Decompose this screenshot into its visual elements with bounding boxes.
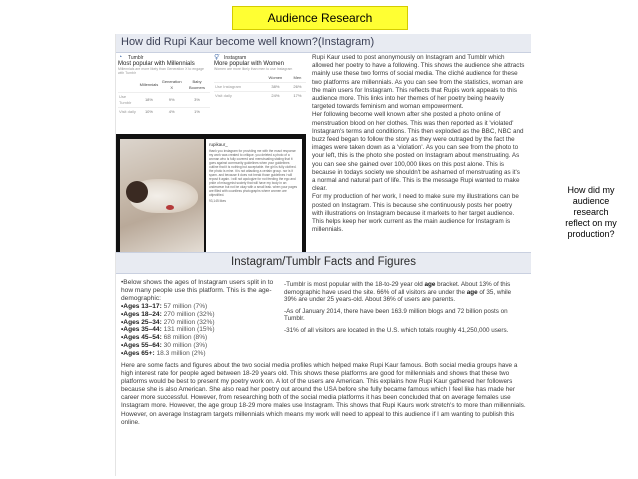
row-label: Use Tumblr (118, 93, 139, 108)
row-label: Use Instagram (214, 83, 262, 92)
stats-instagram (214, 54, 306, 100)
stats-instagram-prefix: Instagram (224, 55, 247, 61)
cell: 38% (262, 83, 289, 92)
stats-instagram-heading: More popular with Women (214, 61, 284, 67)
table-row (214, 92, 306, 101)
analysis-paragraph-2: Her following become well known after she posted a photo online of menstruation blood on her clothes. This was then reported as it 'violated' Instagram's terms and conditions. This then exploded as the BBC, NBC and buzz feed began to follow the story as they were outraged by the fact the images were taken down as a 'violation'. As you can see from the photo to your left, this is the photo she posted on Instagram about menstruating. As you can see she gained over 100,000 likes on this post alone. This is because in todays society we shouldn't be ashamed of menstruating as it's a normal and natural part of life. This is the message Rupi wanted to make clear. (312, 111, 524, 193)
gender-icon: ⚥ (214, 54, 221, 61)
list-item: •Ages 13–17: 57 million (7%) (121, 302, 208, 310)
cell: 24% (262, 92, 289, 101)
question-title: How did Rupi Kaur become well known?(Instagram) (121, 36, 375, 48)
stats-tumblr (118, 54, 210, 116)
cell: 10% (139, 108, 160, 117)
question-band (116, 34, 531, 53)
post-photo (120, 139, 204, 257)
post-likes: 93,145 likes (209, 199, 227, 203)
col-header: Men (293, 75, 302, 80)
figure-hair (126, 181, 148, 203)
analysis-paragraph-3: For my production of her work, I need to make sure my illustrations can be posted on Instagram. This is because she continuously posts her poetry with illustrations on Instagram because it markets to her target audience. This helps keep her work current as the main audience for Instagram is millennials. (312, 193, 519, 234)
post-username: rupikaur_ (209, 142, 228, 147)
stain-mark (166, 205, 174, 210)
stats-instagram-table (214, 74, 306, 100)
pie-chart-icon: ◔ (118, 54, 123, 61)
cell: 17% (289, 92, 306, 101)
cell: 18% (139, 93, 160, 108)
post-caption-panel (206, 139, 302, 257)
list-item: •Ages 25–34: 270 million (32%) (121, 318, 215, 326)
age-list (121, 303, 281, 358)
ages-intro: •Below shows the ages of Instagram users split in to how many people use this platform. This is the age-demographic: (121, 279, 274, 302)
col-header: Millennials (139, 82, 159, 87)
table-row (118, 108, 210, 117)
analysis-text (312, 54, 525, 234)
list-item: •Ages 45–54: 68 million (8%) (121, 334, 208, 342)
side-question: How did my audience research reflect on my production? (565, 185, 617, 239)
list-item: •Ages 55–64: 30 million (3%) (121, 342, 208, 350)
col-header: Baby Boomers (189, 79, 206, 90)
page-title-box (232, 6, 408, 30)
list-item: •Ages 18–24: 270 million (32%) (121, 310, 215, 318)
list-item: •Ages 35–44: 131 million (15%) (121, 326, 215, 334)
stats-tumblr-heading: Most popular with Millennials (118, 61, 195, 67)
age-demographic (121, 279, 281, 358)
cell: 9% (159, 93, 184, 108)
research-poster (115, 34, 531, 476)
cell: 3% (184, 93, 210, 108)
list-item: •Ages 65+: 18.3 million (2%) (121, 350, 206, 358)
page-title: Audience Research (267, 11, 373, 25)
cell: 4% (159, 108, 184, 117)
stats-tumblr-note: Millennials are more likely than Generation X to engage with Tumblr (118, 67, 204, 75)
instagram-post-screenshot (116, 134, 306, 264)
post-caption: thank you instagram for providing me with the exact response my work was created to critique. you deleted a photo of a woman who is fully covered and menstruating stating that it goes against community guidelines when your guidelines outline that it is nothing but acceptable. the girl is fully clothed. the photo is mine. it is not attacking a certain group. nor is it spam. and because it does not break those guidelines i will repost it again. i will not apologize for not feeding the ego and pride of misogynist society that will have my body in an underwear but not be okay with a small leak. when your pages are filled with countless photographs where women are objectified. (209, 149, 298, 197)
table-row (214, 83, 306, 92)
row-label: Visit daily (214, 92, 262, 101)
stats-tumblr-prefix: Tumblr (128, 55, 144, 61)
col-header: Generation X (161, 79, 182, 90)
cell: 1% (184, 108, 210, 117)
table-row (118, 93, 210, 108)
stats-instagram-note: Women are more likely than men to use Instagram (214, 67, 293, 71)
facts-title: Instagram/Tumblr Facts and Figures (231, 256, 416, 268)
cell: 26% (289, 83, 306, 92)
facts-band (116, 252, 531, 274)
conclusion-paragraph: Here are some facts and figures about the two social media profiles which helped make Rupi Kaur famous. Both social media groups have a high interest rate for people aged between 18-29 years old. This shows these platforms are good for millennials and shows that these two platforms would be best to present my poetry work on. A lot of the users are American. This explains how Rupi Kaur gathered her followers because she is also American. She also read her poetry out around the USA before she fully became famous which I feel like has made her career more successful. However, from researching both of the social media platforms it has been concluded that on average females use Instagram more. However, the age group 18-29 more males use Instagram. This shows that Rupi Kaurs work stretch's to more than millennials. However, on average Instagram targets millennials which means my work will need to appeal to this audience if I am wanting to publish this online. (121, 362, 526, 426)
col-header: Women (268, 75, 283, 80)
fact-blogs: -As of January 2014, there have been 163.9 million blogs and 72 billion posts on Tumblr. (284, 307, 508, 323)
stats-tumblr-table (118, 78, 210, 116)
fact-age-bracket: -Tumblr is most popular with the 18-to-29 year old age bracket. About 13% of this demographic have used the site. 66% of all visitors are under the age of 35, while 39% are under 25 years-old. About 36% of users are parents. (284, 281, 512, 304)
fact-us-visitors: -31% of all visitors are located in the U.S. which totals roughly 41,250,000 users. (284, 326, 509, 334)
tumblr-facts (284, 281, 524, 339)
analysis-paragraph-1: Rupi Kaur used to post anonymously on Instagram and Tumblr which allowed her poetry to have a following. This shows the audience she attracts mainly use these two forms of social media. The cliché audience for these two platforms are millennials. As you can see from the statistics, woman are the main users for Instagram. This reflects that Rupis work appeals to this audience more. This links into her themes of her poetry being heavily targeted towards feminism and woman empowerment. (312, 54, 525, 111)
row-label: Visit daily (118, 108, 139, 117)
